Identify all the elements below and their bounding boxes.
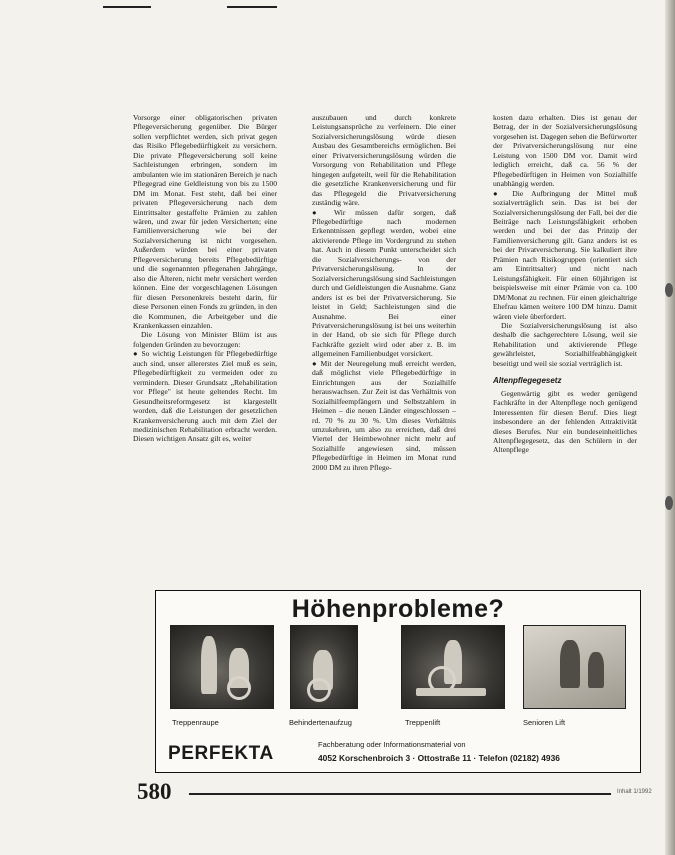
photo-caption: Senioren Lift <box>523 718 566 727</box>
platform-shape <box>416 688 486 696</box>
ad-contact: 4052 Korschenbroich 3 · Ottostraße 11 · Telefon (02182) 4936 <box>318 753 560 763</box>
photo-disabled-lift <box>290 625 358 709</box>
wheel-shape <box>307 678 331 702</box>
wheel-shape <box>227 676 251 700</box>
person-shape <box>201 636 217 694</box>
text-column-2 <box>312 113 456 472</box>
paragraph: kosten dazu erhalten. Dies ist genau der Betrag, der in der Sozialversicherungslösung vorgesehen ist. Dagegen sehen die Befürworter der Privatversicherungslösung nur eine Leistung von 1500 DM vor. Damit wird lediglich erreicht, daß ca. 56 % der Pflegebedürftigen in Heimen von Sozialhilfe unabhängig werden. <box>493 113 637 189</box>
top-rule <box>103 6 151 8</box>
ad-tagline: Fachberatung oder Informationsmaterial von <box>318 740 466 749</box>
photo-senior-lift <box>523 625 626 709</box>
ad-brand-logo: PERFEKTA <box>168 743 274 764</box>
paragraph: Die Sozialversicherungslösung ist also deshalb die sachgerechtere Lösung, weil sie Rehabilitation und aktivierende Pflege gewährleistet, Sozialhilfeabhängigkeit beseitigt und weil sie sozial verträglich ist. <box>493 320 637 368</box>
person-shape <box>560 640 580 688</box>
paragraph: ● Wir müssen dafür sorgen, daß Pflegebedürftige nach modernen Erkenntnissen gepflegt werden, wobei eine aktivierende Pflege im Vordergrund zu stehen hat. Auch in diesem Punkt unterscheidet sich die Sozialversicherungs- von der Privatversicherungslösung. In der Sozialversicherungslösung sind Sachleistungen durch und Geldleistungen die Ausnahme. Ganz anders ist es bei der Privatversicherung. Sie leistet in Geld; Sachleistungen sind die Ausnahme. Bei einer Privatversicherungslösung ist bei uns weiterhin in der Hand, ob sie sich für Pflege durch Fachkräfte gezielt wird oder aber z. B. im allgemeinen Familienbudget vorsickert. <box>312 207 456 359</box>
page-number: 580 <box>137 779 172 804</box>
paragraph: ● Die Aufbringung der Mittel muß sozialverträglich sein. Das ist bei der Sozialversicherungslösung der Fall, bei der die Beiträge nach Leistungsfähigkeit erhoben werden und bei der das Prinzip der Familienversicherung gilt. Ganz anders ist es bei der Privatversicherung. Sie kalkuliert ihre Prämien nach Risikogruppen (orientiert sich am Eintrittsalter) und nicht nach Leistungsfähigkeit. Für einen 60jährigen ist beispielsweise mit einer Prämie von ca. 100 DM/Monat zu rechnen. Für einen gleichaltrige Ehefrau kämen weitere 100 DM hinzu. Damit wären viele überfordert. <box>493 188 637 321</box>
paragraph: ● Mit der Neuregelung muß erreicht werden, daß möglichst viele Pflegebedürftige in Einrichtungen aus der Sozialhilfe herauswachsen. Zur Zeit ist das Verhältnis von Sozialhilfeempfängern und Selbstzahlern in Heimen – die neuen Länder eingeschlossen – rd. 70 % zu 30 %. Um dieses Verhältnis umzukehren, um also zu erreichen, daß drei Viertel der Heimbewohner nicht mehr auf Sozialhilfe angewiesen sind, müssen Pflegebedürftige in Heimen im Monat rund 2000 DM zu ihren Pflege- <box>312 358 456 472</box>
binding-hole <box>665 283 673 297</box>
top-rule <box>227 6 277 8</box>
paragraph: Vorsorge einer obligatorischen privaten Pflegeversicherung gegenüber. Die Bürger sollen verpflichtet werden, sich privat gegen das Risiko Pflegebedürftigkeit zu versichern. Die private Pflegeversicherung soll keine Sachleistungen erbringen, sondern im ambulanten wie im stationären Bereich je nach Pflegegrad eine Geldleistung von bis zu 1500 DM im Monat. Fest steht, daß bei einer privaten Pflegeversicherung nach dem Eintrittsalter gestaffelte Prämien zu zahlen wären, und zwar für jeden Versicherten; eine Familienversicherung wie bei der Sozialversicherung ist nicht vorgesehen. Außerdem würden bei einer privaten Pflegeversicherung bereits Pflegebedürftige und die sogenannten pflegenahen Jahrgänge, also die Älteren, nicht mehr versichert werden können. Eine der vorgeschlagenen Lösungen für diesen Personenkreis besteht darin, für diese Personen einen Fonds zu gründen, in den die Kommunen, die Arbeitgeber und die Krankenkassen einzahlen. <box>133 113 277 330</box>
photo-stair-crawler <box>170 625 274 709</box>
ad-headline: Höhenprobleme? <box>291 595 505 623</box>
text-column-1 <box>133 113 277 444</box>
paragraph: Gegenwärtig gibt es weder genügend Fachkräfte in der Altenpflege noch genügend Interessenten für diesen Beruf. Dies liegt insbesondere an der fehlenden Attraktivität dieses Berufes. Nur ein bundeseinheitliches Altenpflegegesetz, das den Schülern in der Altenpflege <box>493 388 637 455</box>
person-shape <box>588 652 604 688</box>
text-column-3 <box>493 113 637 455</box>
footer-note: Inhalt 1/1992 <box>617 789 652 795</box>
section-heading: Altenpflegegesetz <box>493 376 562 386</box>
paragraph: ● So wichtig Leistungen für Pflegebedürftige auch sind, unser allererstes Ziel muß es sein, Pflegebedürftigkeit zu vermeiden oder zu vermindern. Dieser Grundsatz „Rehabilitation vor Pflege" ist heute geltendes Recht. Im Gesundheitsreformgesetz ist klargestellt worden, daß die Leistungen der gesetzlichen Krankenversicherung auch mit dem Ziel der medizinischen Rehabilitation erbracht werden. Diesen wichtigen Ansatz gilt es, weiter <box>133 349 277 444</box>
paragraph: auszubauen und durch konkrete Leistungsansprüche zu verfeinern. Die einer Sozialversicherungslösung würde diesen Ausbau des Gesamtbereichs ermöglichen. Bei einer Privatversicherungslösung würden die Vorsorgung von Rehabilitation und Pflege hingegen aufgeteilt, weil für die Rehabilitation die gesetzliche Krankenversicherung und für das Pflegegeld die Privatversicherung zuständig wäre. <box>312 113 456 208</box>
page-edge-shadow <box>665 0 675 855</box>
paragraph: Die Lösung von Minister Blüm ist aus folgenden Gründen zu bevorzugen: <box>133 330 277 349</box>
photo-caption: Treppenraupe <box>172 718 219 727</box>
photo-caption: Treppenlift <box>405 718 441 727</box>
bottom-rule <box>189 793 611 795</box>
photo-stair-lift <box>401 625 505 709</box>
photo-caption: Behindertenaufzug <box>289 718 352 727</box>
advertisement <box>155 590 641 773</box>
binding-hole <box>665 496 673 510</box>
